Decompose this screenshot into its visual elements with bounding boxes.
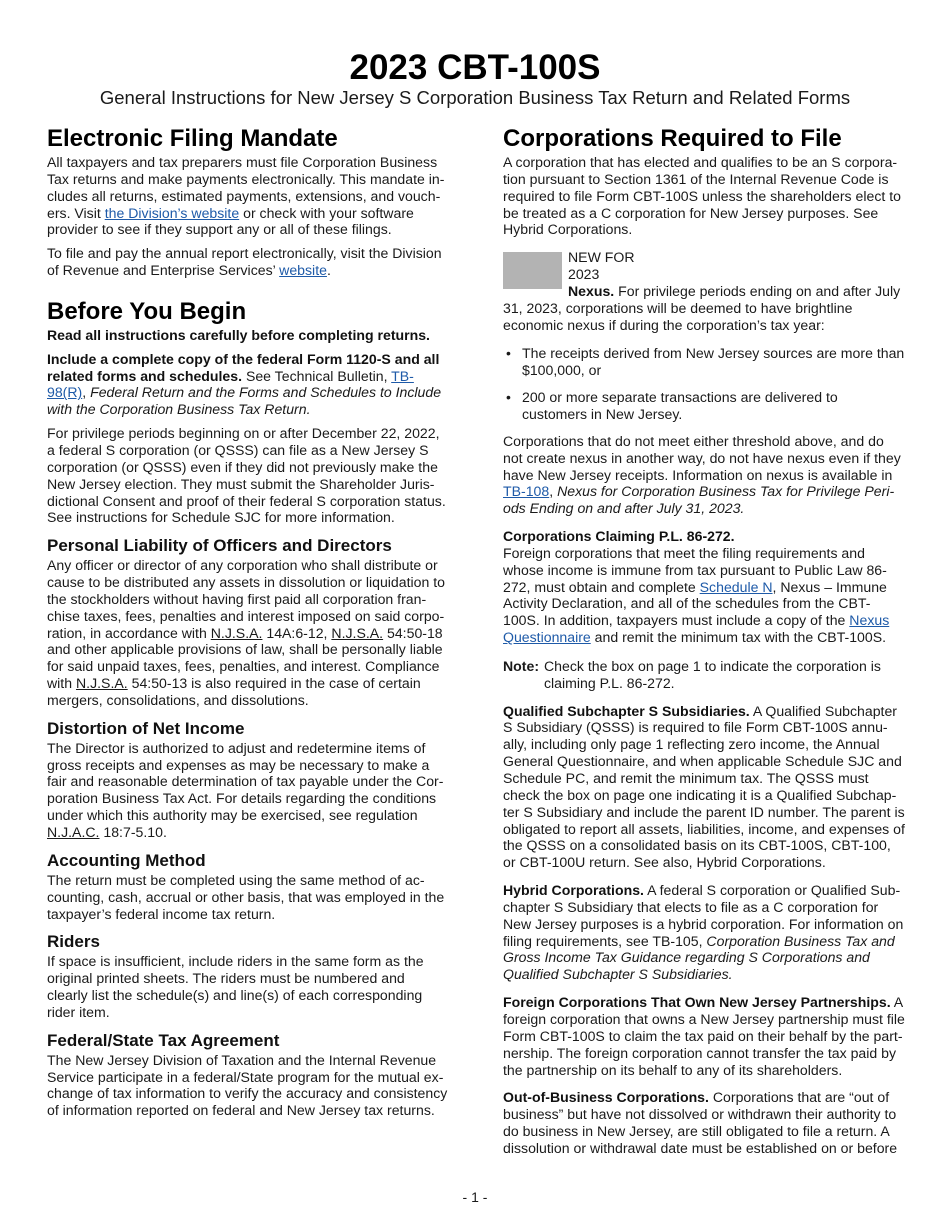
text: 54:50-13 is also required in the case of certain mergers, consolidations, and dissolutions. [47, 675, 421, 708]
division-website-link[interactable]: the Division’s website [104, 204, 240, 221]
bold-text: Nexus. [568, 282, 615, 299]
bold-text: Out-of-Business Corporations. [503, 1089, 709, 1106]
text: 200 or more separate transactions are delivered to customers in New Jersey. [522, 389, 838, 422]
section-distortion-net-income [47, 718, 449, 841]
text: 14A:6-12, [262, 624, 332, 641]
bullet-icon: • [506, 345, 511, 362]
text: , [549, 483, 558, 500]
text: . [326, 262, 331, 279]
subsection-heading: Distortion of Net Income [47, 718, 245, 738]
paragraph [47, 154, 449, 238]
paragraph [503, 994, 905, 1078]
section-federal-state-agreement [47, 1030, 449, 1119]
text: A federal S corporation or Qualified Subchapter S Subsidiary that elects to file as a C corporation for New Jersey purposes is a hybrid corporation. For information on filing requirements, see TB-105, [503, 882, 904, 949]
new-for-2023-badge-icon [503, 252, 562, 289]
list-item [503, 345, 905, 379]
bold-text: Read all instructions carefully before completing returns. [47, 326, 430, 343]
left-column [47, 124, 449, 1119]
bullet-icon: • [506, 389, 511, 406]
paragraph [503, 1089, 905, 1156]
paragraph: The New Jersey Division of Taxation and the Internal Revenue Service participate in a federal/State program for the mutual exchange of tax information to verify the accuracy and consistency of information reported on federal and New Jersey tax returns. [47, 1051, 448, 1119]
section-electronic-filing-mandate [47, 124, 449, 279]
nexus-threshold-list [503, 345, 905, 422]
list-item [503, 389, 905, 423]
paragraph: For privilege periods beginning on or after December 22, 2022, a federal S corporation (or QSSS) can file as a New Jersey S corporation (or QSSS) even if they did not previously make the New Jersey election. They must submit the Shareholder Jurisdictional Consent and proof of their federal S corporation status. See instructions for Schedule SJC for more information. [47, 425, 446, 526]
text: 18:7-5.10. [99, 824, 167, 840]
paragraph: A corporation that has elected and qualifies to be an S corporation pursuant to Section 1361 of the Internal Revenue Code is required to file Form CBT-100S unless the shareholders elect to be treated as a C corporation for New Jersey purposes. See Hybrid Corporations. [503, 154, 901, 238]
paragraph [47, 327, 449, 344]
text: A Qualified Subchapter S Subsidiary (QSSS) is required to file Form CBT-100S annually, including only page 1 reflecting zero income, the Annual General Questionnaire, and when applicable Schedule SJC and Schedule PC, and remit the minimum tax. The QSSS must check the box on page one indicating it is a Qualified Subchapter S Subsidiary and include the parent ID number. The parent is obligated to report all assets, liabilities, income, and expenses of the QSSS on a consolidated basis on its CBT-100S, CBT-100, or CBT-100U return. See also, Hybrid Corporations. [503, 702, 905, 871]
text: Corporations that do not meet either threshold above, and do not create nexus in another way, do not have nexus even if they have New Jersey receipts. Information on nexus is available in [503, 432, 901, 483]
text: The receipts derived from New Jersey sources are more than $100,000, or [522, 345, 905, 379]
subsection-heading: Accounting Method [47, 850, 206, 870]
section-before-you-begin [47, 297, 449, 526]
text: or check with your software provider to see if they support any or all of these filings. [47, 204, 414, 238]
section-corporations-required-to-file [503, 124, 905, 238]
text: , Nexus – Immune Activity Declaration, and all of the schedules from the CBT-100S. In addition, taxpayers must include a copy of the [503, 578, 887, 629]
paragraph [503, 703, 905, 871]
text: Corporations that are “out of business” but have not dissolved or withdrawn their authority to do business in New Jersey, are still obligated to file a return. A dissolution or withdrawal date must be established on or before [503, 1089, 898, 1156]
paragraph [47, 351, 449, 418]
badge-line-1: NEW FOR [568, 249, 635, 266]
note-label: Note: [503, 657, 540, 674]
text: Any officer or director of any corporation who shall distribute or cause to be distributed any assets in dissolution or liquidation to the stockholders without having first paid all corporation franchise taxes, fees, penalties and interest imposed on said corporation, in accordance with [47, 557, 445, 641]
bold-text: Hybrid Corporations. [503, 882, 644, 899]
subsection-heading: Federal/State Tax Agreement [47, 1030, 280, 1050]
nexus-questionnaire-link[interactable]: Nexus Questionnaire [503, 612, 890, 646]
text: See Technical Bulletin, [242, 367, 392, 384]
italic-text: Federal Return and the Forms and Schedules to Include with the Corporation Business Tax Return. [47, 384, 442, 418]
paragraph [503, 433, 905, 517]
paragraph: If space is insufficient, include riders in the same form as the original printed sheets. The riders must be numbered and clearly list the schedule(s) and line(s) of each corresponding rider item. [47, 953, 424, 1020]
paragraph [503, 882, 905, 983]
paragraph [503, 528, 905, 545]
page-number: - 1 - [462, 1189, 488, 1205]
paragraph [47, 245, 449, 279]
schedule-n-link[interactable]: Schedule N [699, 578, 773, 595]
njsa-citation: N.J.S.A. [75, 675, 128, 692]
subsection-heading: Personal Liability of Officers and Directors [47, 536, 392, 556]
document-title: 2023 CBT-100S [349, 48, 601, 87]
section-accounting-method [47, 850, 449, 923]
paragraph [503, 545, 905, 646]
document-subtitle: General Instructions for New Jersey S Corporation Business Tax Return and Related Forms [99, 87, 851, 108]
paragraph [47, 740, 449, 841]
text: To file and pay the annual report electronically, visit the Division of Revenue and Enterprise Services’ [47, 245, 442, 279]
section-foreign-corporations [503, 994, 905, 1078]
section-nexus [503, 249, 905, 517]
text: Foreign corporations that meet the filing requirements and whose income is immune from tax pursuant to Public Law 86-272, must obtain and complete [503, 544, 887, 595]
text: , [82, 384, 91, 401]
section-qsss [503, 703, 905, 871]
right-column [503, 124, 905, 1157]
italic-text: Corporation Business Tax and Gross Income Tax Guidance regarding S Corporations and Qualified Subchapter S Subsidiaries. [503, 932, 895, 983]
section-pl-86-272 [503, 528, 905, 692]
note [503, 658, 905, 692]
bold-text: Foreign Corporations That Own New Jersey Partnerships. [503, 994, 891, 1011]
text: 54:50-18 and other applicable provisions of law, shall be personally liable for said unpaid taxes, fees, penalties, and interest. Compliance with [47, 624, 443, 692]
section-out-of-business [503, 1089, 905, 1156]
badge-line-2: 2023 [568, 266, 600, 283]
bold-text: Include a complete copy of the federal Form 1120-S and all related forms and schedules. [47, 350, 440, 384]
italic-text: Nexus for Corporation Business Tax for Privilege Periods Ending on and after July 31, 2023. [503, 483, 895, 517]
bold-heading: Corporations Claiming P.L. 86-272. [503, 528, 735, 545]
bold-text: Qualified Subchapter S Subsidiaries. [503, 702, 750, 719]
text: A foreign corporation that owns a New Jersey partnership must file Form CBT-100S to claim the tax paid on their behalf by the partnership. The foreign corporation cannot transfer the tax paid by the partnership on its behalf to any of its shareholders. [503, 994, 905, 1078]
njsa-citation: N.J.S.A. [210, 624, 263, 641]
section-heading: Before You Begin [47, 297, 247, 325]
section-riders [47, 931, 449, 1020]
njac-citation: N.J.A.C. [47, 824, 100, 840]
paragraph: The return must be completed using the same method of accounting, cash, accrual or other basis, that was employed in the taxpayer’s federal income tax return. [47, 871, 445, 922]
njsa-citation: N.J.S.A. [331, 624, 384, 641]
paragraph [47, 557, 449, 709]
section-hybrid-corporations [503, 882, 905, 983]
tb-108-link[interactable]: TB-108 [503, 483, 550, 500]
text: and remit the minimum tax with the CBT-100S. [590, 629, 887, 646]
text: Check the box on page 1 to indicate the corporation is claiming P.L. 86-272. [544, 657, 881, 691]
section-heading: Corporations Required to File [503, 125, 842, 152]
tb-98r-link[interactable]: TB-98(R) [47, 367, 414, 401]
text: For privilege periods ending on and after July 31, 2023, corporations will be deemed to have brightline economic nexus if during the corporation’s tax year: [503, 282, 901, 333]
dores-website-link[interactable]: website [279, 262, 327, 279]
section-personal-liability [47, 535, 449, 709]
section-heading: Electronic Filing Mandate [47, 125, 338, 152]
subsection-heading: Riders [47, 932, 100, 952]
text: The Director is authorized to adjust and redetermine items of gross receipts and expenses as may be necessary to make a fair and reasonable determination of tax payable under the Corporation Business Tax Act. For details regarding the conditions under which this authority may be exercised, see regulation [47, 739, 444, 824]
text: All taxpayers and tax preparers must file Corporation Business Tax returns and make payments electronically. This mandate includes all returns, estimated payments, extensions, and vouchers. Visit [47, 154, 445, 221]
